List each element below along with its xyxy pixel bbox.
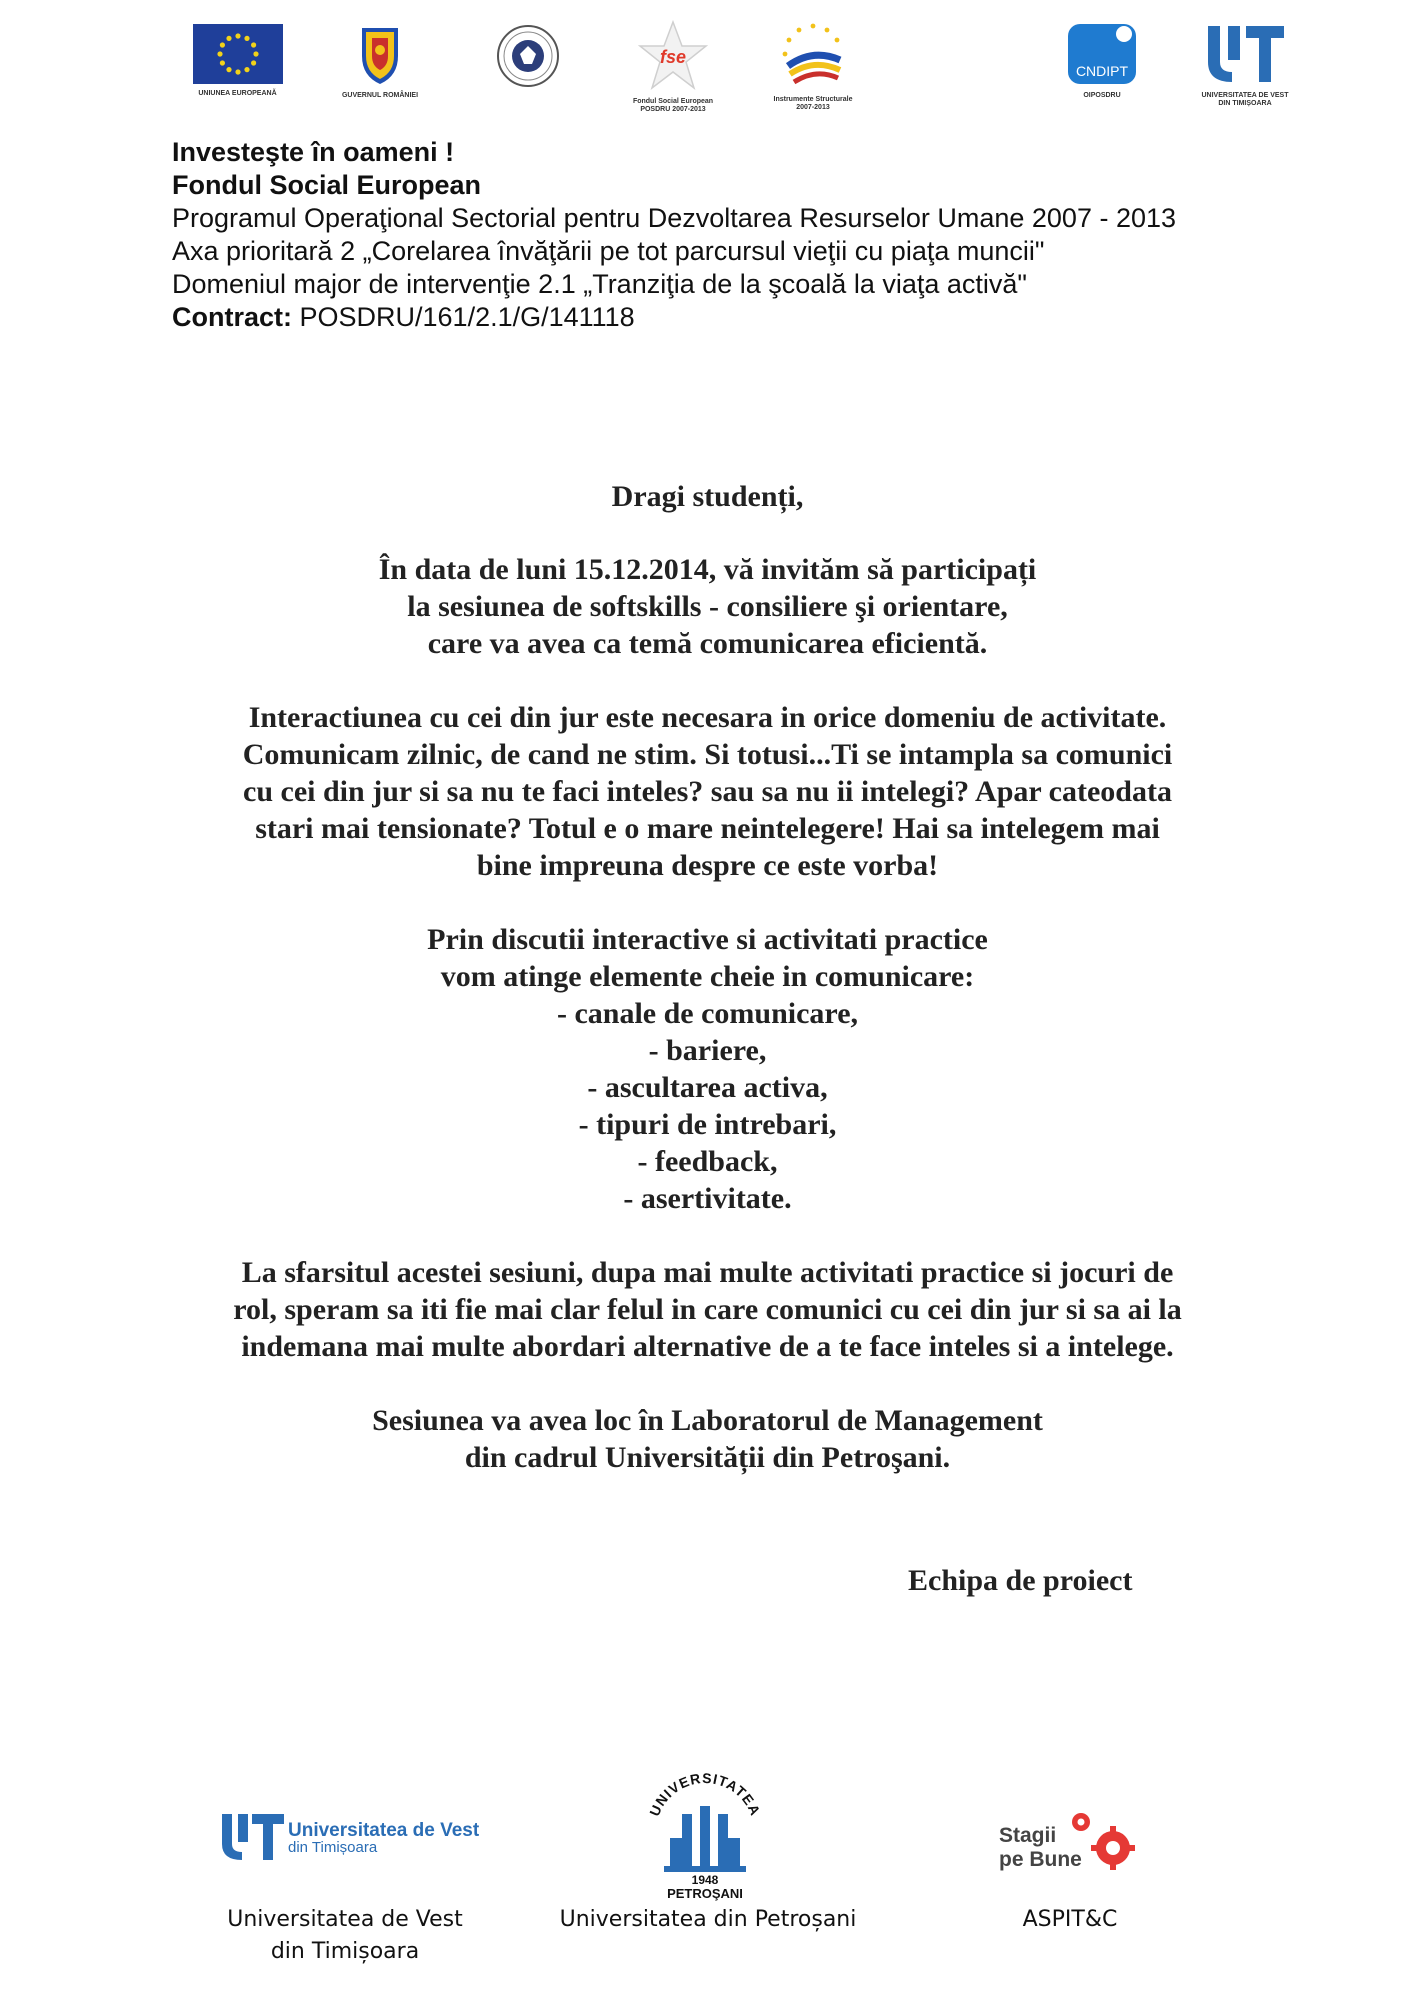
government-logo (330, 22, 430, 100)
greeting: Dragi studenți, (611, 480, 804, 513)
seal-icon (496, 24, 560, 88)
uvt-footer-caption: Universitatea de Vest din Timișoara (227, 1907, 463, 1964)
gov-caption: GUVERNUL ROMÂNIEI (341, 92, 419, 99)
upet-footer-caption: Universitatea din Petroșani (559, 1907, 857, 1932)
fse-logo (618, 20, 728, 114)
stagii-pe-bune-icon (995, 1808, 1145, 1878)
funding-header (172, 136, 1176, 334)
coat-of-arms-icon (354, 22, 406, 86)
location-paragraph: Sesiunea va avea loc în Laboratorul de Management din cadrul Universității din Petroşani. (372, 1404, 1043, 1474)
uvt-top-caption: UNIVERSITATEA DE VEST DIN TIMIȘOARA (1201, 92, 1289, 107)
aspit-footer-caption: ASPIT&C (1022, 1907, 1118, 1932)
cndipt-icon (1066, 22, 1138, 86)
eu-flag-icon (193, 24, 283, 84)
topics-paragraph: Prin discutii interactive si activitati practice vom atinge elemente cheie in comunicare: - canale de comunicare, - bariere, - ascultarea activa, - tipuri de intrebari, - feedback, - asertivitate. (427, 923, 988, 1215)
upet-city-text: PETROŞANI (667, 1886, 743, 1901)
upet-footer-logo (640, 1772, 770, 1902)
uvt-emblem-icon (1200, 20, 1290, 86)
intervention-domain: Domeniul major de intervenţie 2.1 „Tranziţia de la şcoală la viaţa activă" (172, 269, 1027, 299)
uvt-footer-logo (220, 1808, 480, 1868)
uvt-footer-logo-line2: din Timișoara (288, 1839, 378, 1856)
intro-paragraph: Interactiunea cu cei din jur este necesara in orice domeniu de activitate. Comunicam zilnic, de cand ne stim. Si totusi...Ti se intampla sa comunici cu cei din jur si sa nu te faci inteles? sau sa nu ii intelegi? Apar cateodata stari mai tensionate? Totul e o mare neintelegere! Hai sa intelegem mai bine impreuna despre ce este vorba! (242, 701, 1173, 882)
aspit-logo-line2: pe Bune (999, 1848, 1082, 1871)
top-logo-row (0, 0, 1415, 130)
upet-emblem-icon (640, 1772, 770, 1902)
contract-line (172, 301, 1176, 334)
fse-logo-text: fse (659, 47, 687, 67)
uvt-top-logo (1185, 20, 1305, 108)
cndipt-caption: OIPOSDRU (1083, 92, 1121, 99)
program-name: Programul Operaţional Sectorial pentru Dezvoltarea Resurselor Umane 2007 - 2013 (172, 203, 1177, 233)
instrumente-star-icon (778, 20, 848, 90)
aspit-logo-line1: Stagii (999, 1824, 1057, 1847)
uvt-footer-emblem-icon (220, 1808, 480, 1868)
cndipt-logo-text: CNDIPT (1075, 63, 1129, 79)
invitation-paragraph: În data de luni 15.12.2014, vă invităm să participați la sesiunea de softskills - consiliere şi orientare, care va avea ca temă comunicarea eficientă. (378, 553, 1037, 660)
instrumente-caption: Instrumente Structurale 2007-2013 (773, 96, 853, 111)
fund-name: Fondul Social European (172, 170, 482, 200)
uvt-footer-logo-line1: Universitatea de Vest (288, 1820, 480, 1841)
priority-axis: Axa prioritară 2 „Corelarea învăţării pe tot parcursul vieţii cu piaţa muncii" (172, 236, 1045, 266)
ministry-seal-logo (493, 24, 563, 88)
fse-star-icon (638, 20, 708, 92)
cndipt-logo (1062, 22, 1142, 100)
slogan: Investeşte în oameni ! (172, 137, 455, 167)
upet-year-text: 1948 (691, 1873, 719, 1887)
fse-caption: Fondul Social European POSDRU 2007-2013 (632, 98, 714, 113)
contract-label: Contract: (172, 302, 292, 332)
outcome-paragraph: La sfarsitul acestei sesiuni, dupa mai multe activitati practice si jocuri de rol, speram sa iti fie mai clar felul in care comunici cu cei din jur si sa ai la indemana mai multe abordari alternative de a te face inteles si a intelege. (233, 1256, 1182, 1363)
aspit-footer-logo (995, 1808, 1145, 1878)
upet-arc-text: UNIVERSITATEA (646, 1772, 764, 1819)
eu-logo (190, 24, 285, 98)
letter-body (0, 478, 1415, 1476)
instrumente-structurale-logo (758, 20, 868, 112)
eu-caption: UNIUNEA EUROPEANĂ (198, 90, 277, 97)
contract-value: POSDRU/161/2.1/G/141118 (292, 302, 635, 332)
signoff: Echipa de proiect (908, 1564, 1133, 1597)
